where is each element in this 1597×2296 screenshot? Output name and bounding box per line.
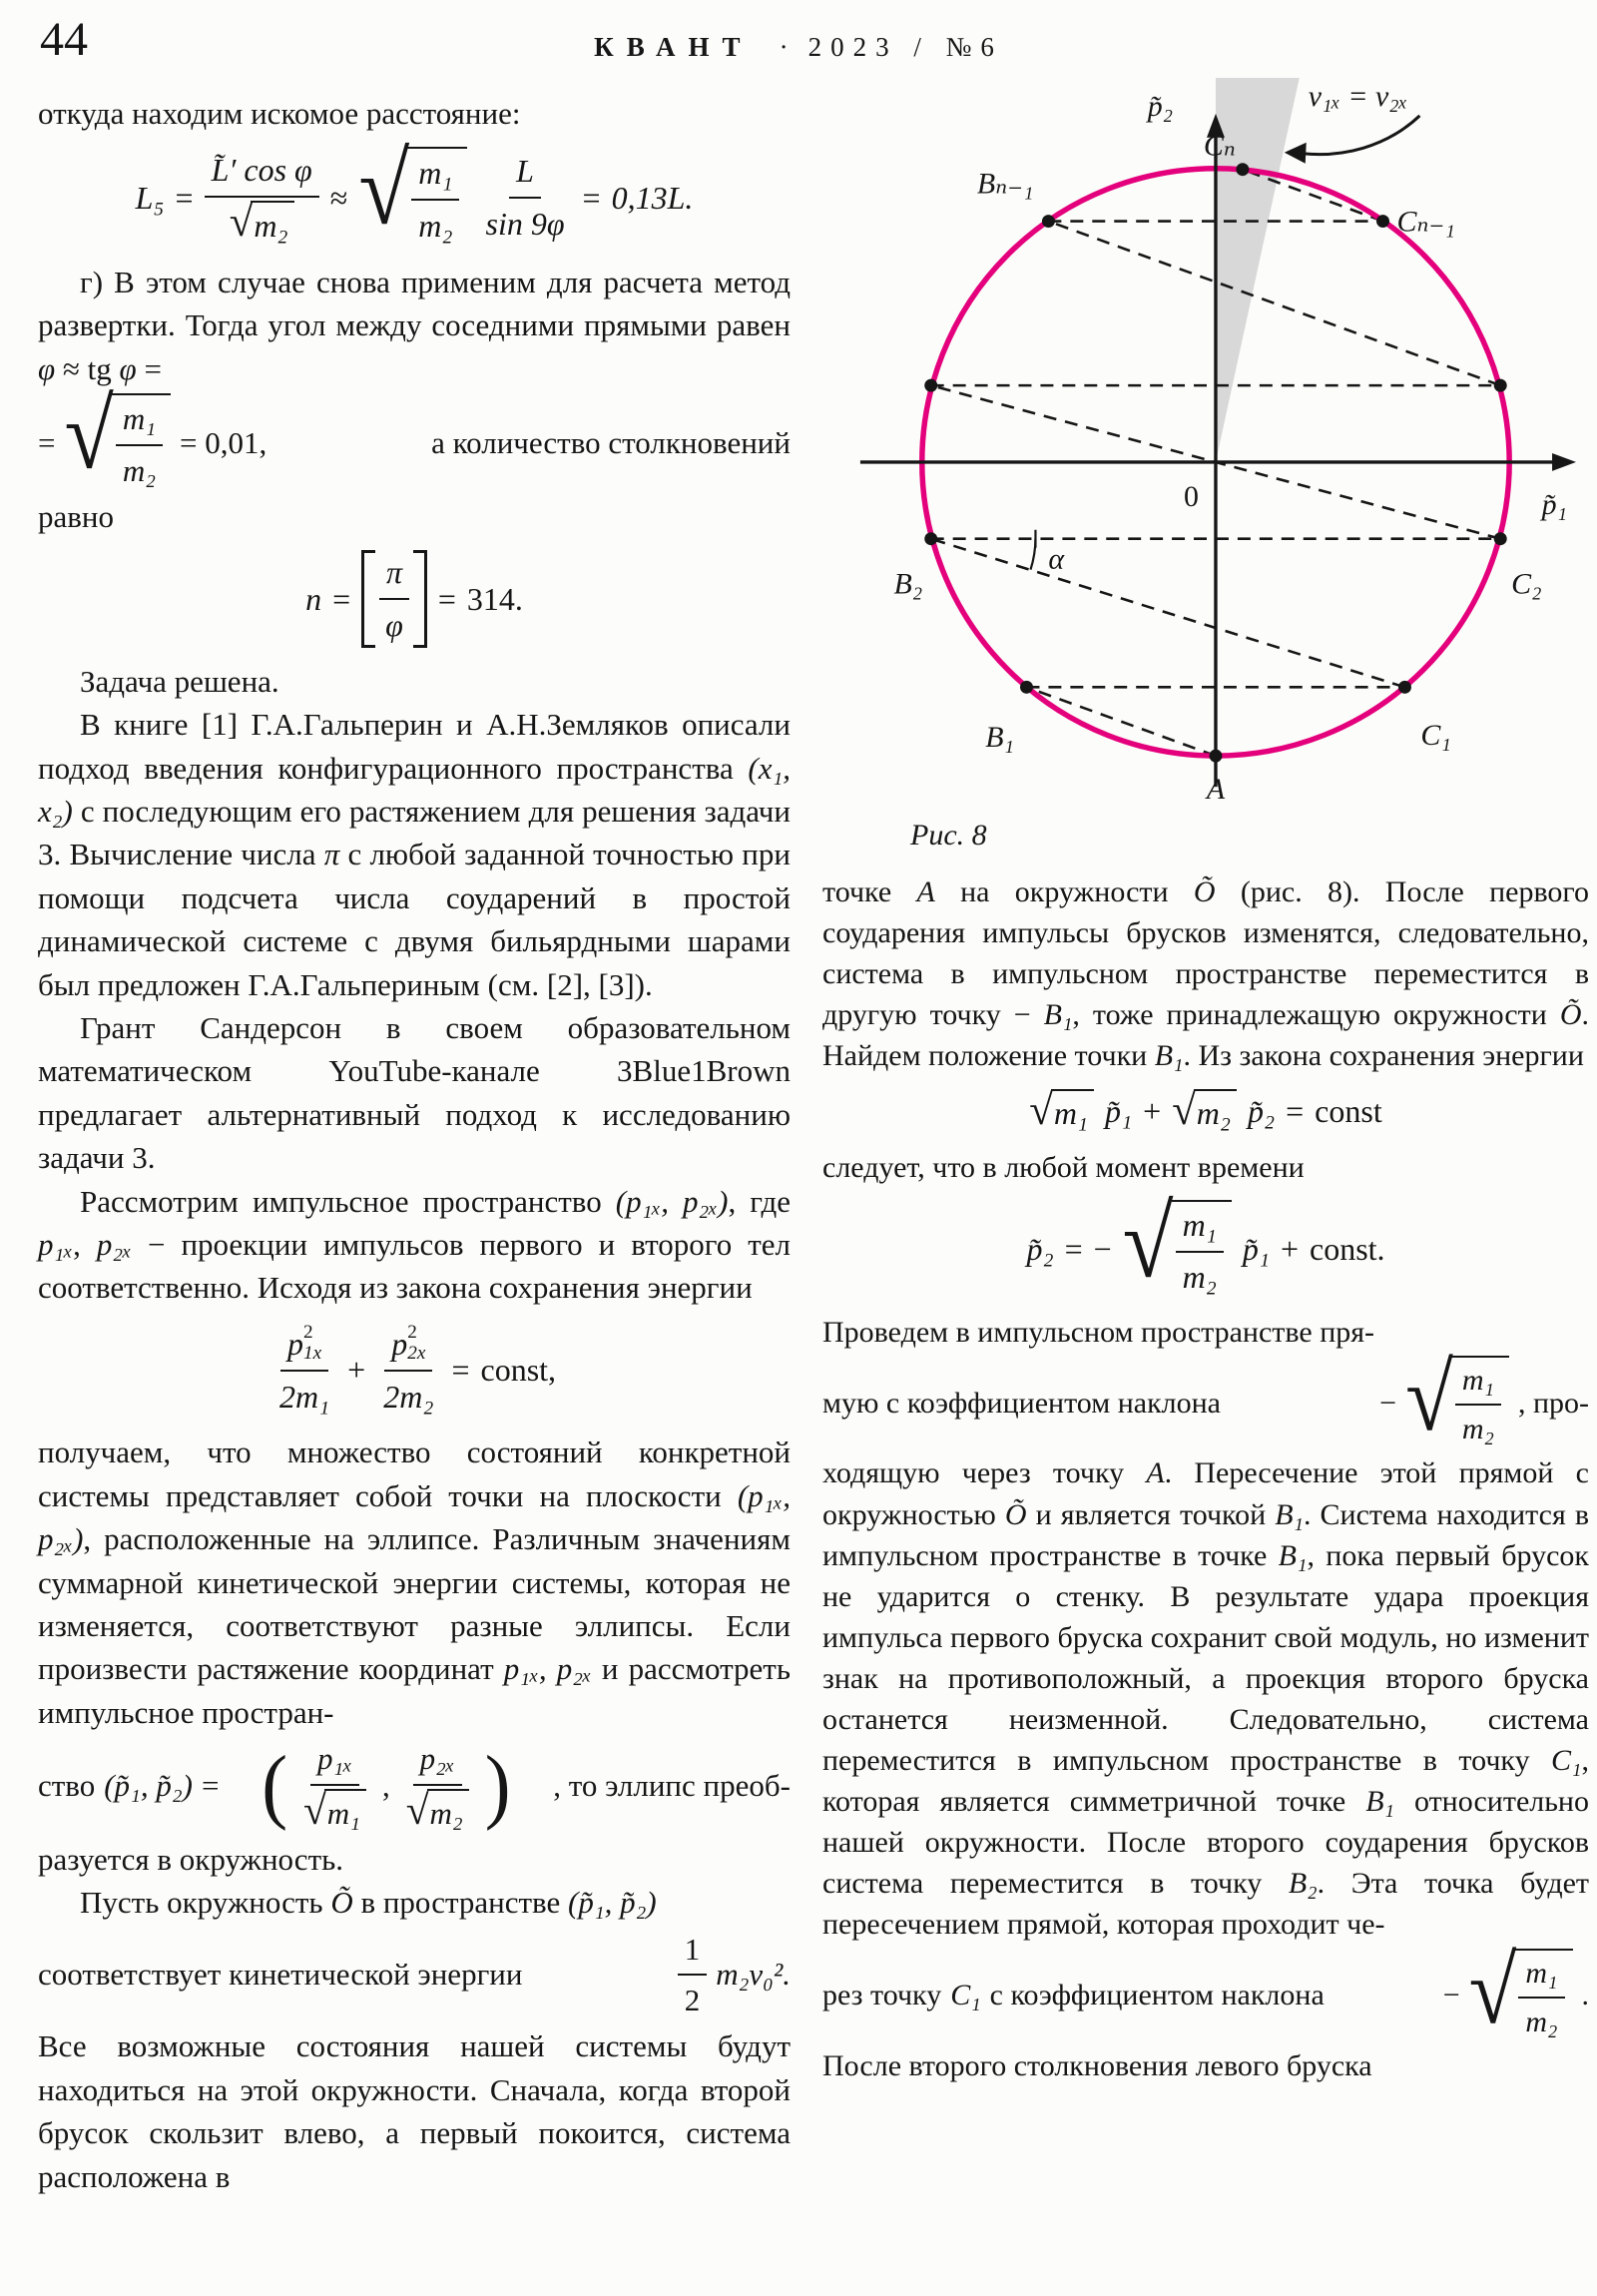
math-token: 2m₂ [383,1378,434,1415]
label-p2-axis: p̃₂ [1147,89,1174,123]
formula-p2-line [822,1186,1589,1301]
text-run: а количество столкновений [431,424,791,460]
fraction [376,1322,440,1420]
text-segment: Пусть окружность [80,1885,331,1921]
math-token: m₁ [324,1789,366,1835]
text-segment: . Система находится в импульсном пространстве в точке [822,1497,1589,1572]
math-token: 2 [684,1983,701,2018]
math-token: 0,13L. [611,179,694,216]
radical [405,1786,469,1835]
page-number: 44 [40,13,88,66]
text-segment: (p₁ₓ, p₂ₓ) [615,1183,729,1219]
paragraph-3blue1brown [38,1006,791,1180]
text-segment: B₁ [1043,998,1073,1032]
text-run: с коэффициентом наклона [989,1979,1325,2012]
label-origin: 0 [1184,479,1200,513]
text-segment: Задача решена. [80,663,279,699]
paragraph-through-A [822,1452,1589,1945]
sqrt-sign: √ [1029,1086,1053,1134]
math-token: const, [480,1352,557,1389]
paragraph-momentum-space [38,1180,791,1310]
math-token: π [379,550,409,600]
text-run: , то эллипс преоб- [553,1768,791,1804]
text-run: рез точку [822,1979,942,2012]
text-segment: , [73,1227,97,1262]
radical [1172,1086,1237,1136]
big-paren-right: ) [484,1738,511,1832]
segment-C3-Bn1 [1048,222,1500,386]
math-line-slope-1 [822,1344,1589,1450]
text-segment: точке [822,875,917,909]
math-token: − [1093,1231,1112,1268]
math-token: p̃₁ [1242,1231,1270,1268]
formula-momentum-const [822,1086,1589,1136]
point-Bn-1 [1042,215,1055,228]
label-Cn: Cₙ [1203,129,1236,163]
label-Bn-1: Bₙ₋₁ [976,167,1034,201]
radical [1405,1344,1509,1450]
math-token: p̃₂ [1247,1093,1276,1130]
text-segment: p₁ₓ [38,1227,74,1262]
text-segment: ≈ tg [55,350,120,386]
sup-sub [303,1322,321,1365]
math-token: m₁ [411,151,459,201]
figure-caption: Рис. 8 [910,819,987,852]
text-segment: p₁ₓ, p₂ₓ [503,1651,592,1687]
text-segment: = [136,350,162,386]
text-segment: C₁ [1551,1744,1582,1778]
text-segment: и является точкой [1026,1497,1276,1531]
text-segment: Õ [1193,875,1216,909]
sup-sub [407,1322,425,1365]
math-line-kinetic [38,1928,791,2022]
math-token: + [1143,1093,1162,1130]
math-token: − [1379,1386,1397,1420]
text-run: мую с коэффициентом наклона [822,1386,1221,1420]
math-token: const. [1310,1231,1385,1268]
text-segment: , где [728,1183,791,1219]
fraction [1455,1360,1501,1449]
text-run: ство [38,1768,96,1804]
momentum-space-diagram [822,64,1589,811]
fraction [1176,1204,1224,1300]
label-B1: B₁ [985,721,1014,755]
text-segment: Õ [1559,998,1582,1032]
paragraph-follows [822,1147,1589,1188]
paragraph-ravno [38,495,791,538]
math-token: 1 [678,1928,708,1976]
math-line-slope-2 [822,1936,1589,2043]
label-C1: C₁ [1420,719,1451,753]
radical [358,133,467,249]
text-segment: После второго столкновения левого бруска [822,2048,1372,2082]
text-segment: B₂ [1288,1867,1318,1901]
header-separator: · [779,32,789,62]
label-alpha: α [1048,542,1065,576]
math-token: const [1315,1093,1382,1130]
sqrt-sign: √ [1405,1344,1453,1450]
math-token: 314. [466,580,523,617]
text-segment: . Найдем положение точки [822,998,1590,1073]
text-segment: , тоже принадлежащую окружности [1072,998,1560,1032]
math-token: , [381,1768,390,1804]
text-segment: − проекции импульсов первого и второго тел соответственно. Исходя из закона сохранения энергии [38,1227,792,1306]
text-segment: разуется в окружность. [38,1841,344,1877]
math-token: m₂ [251,201,293,249]
point-Cn [1236,163,1249,176]
math-token: = 0,01, [180,424,267,460]
text-segment: с последующим его растяжением для решения задачи 3. Вычисление числа [38,794,791,872]
math-token: m₁ [1455,1360,1501,1406]
paragraph-circle [38,1838,791,1881]
fraction [272,1322,336,1420]
fraction [411,151,459,249]
radical [1468,1936,1573,2043]
math-token: L₅ [135,179,165,216]
segment-A-B1 [1026,687,1215,756]
journal-issue: 2023 / №6 [807,32,1003,62]
text-segment: . Из закона сохранения энергии [1183,1039,1584,1073]
math-token: − [1442,1979,1460,2012]
radical [229,198,294,249]
math-token: m₂ [1194,1089,1237,1136]
math-token: p̃₂ [1026,1231,1054,1268]
text-segment: , расположенные на эллипсе. Различным значениям суммарной кинетической энергии системы, которая не изменяется, соответствуют разные эллипсы. Если произвести растяжение координат [38,1521,791,1687]
text-segment: A [916,875,935,909]
math-token: m₁ [1518,1953,1564,1999]
paragraph-after-second [822,2045,1589,2086]
point-B1 [1020,681,1033,694]
label-C2: C₂ [1511,567,1542,601]
math-token: . [1581,1979,1589,2012]
math-token: 2 [407,1321,417,1343]
text-segment: в пространстве [352,1885,569,1921]
sqrt-sign: √ [303,1786,326,1833]
text-segment: , пока первый брусок не ударится о стенку. В результате удара проекция импульса первого бруска сохранит свой модуль, но изменит знак на противоположный, а проекция второго бруска останется неизменной. Следовательно, система переместится в импульсном пространстве в точку [822,1538,1589,1778]
text-segment: π [323,837,340,872]
left-column [38,92,791,2198]
text-segment: B₁ [1365,1785,1394,1819]
bracketed-fraction [361,550,427,648]
text-segment: с любой заданной точностью при помощи подсчета числа соударений в простой динамической системе с двумя бильярдными шарами был предложен Г.А.Гальпериным (см. [2], [3]). [38,837,791,1002]
sqrt-sign: √ [1172,1086,1196,1134]
text-segment: Õ [1004,1497,1027,1531]
fraction [678,1928,708,2022]
text-segment: ходящую через точку [822,1456,1147,1490]
math-token: p̃₁ [1105,1093,1133,1130]
math-token: m₂ [1461,1413,1494,1446]
math-token: = [38,424,56,460]
v-line-arrow [1303,116,1420,155]
text-segment: Проведем в импульсном пространстве пря- [822,1316,1375,1350]
text-segment: равно [38,498,114,534]
fraction [116,397,163,492]
math-token: m₂ [1525,2005,1558,2038]
math-token: = [437,580,456,617]
text-segment: . Пересечение этой прямой с окружностью [822,1456,1589,1531]
right-column [822,64,1589,2086]
text-segment: (p₁ₓ, p₂ₓ) [38,1477,791,1557]
paragraph-solved [38,660,791,703]
math-token: 1x [302,1343,322,1365]
fraction [296,1737,373,1835]
paragraph-intro [38,92,791,135]
math-token: m₂ [427,1789,469,1835]
paragraph-point-A [822,871,1589,1076]
point-C1 [1398,681,1411,694]
sqrt-sign: √ [1122,1186,1174,1301]
text-segment: получаем, что множество состояний конкретной системы представляет собой точки на плоскости [38,1435,791,1513]
math-token: 2m₁ [278,1378,330,1415]
label-v-line: v₁ₓ = v₂ₓ [1308,79,1408,113]
fraction [1518,1953,1564,2042]
text-run: , про- [1517,1386,1589,1420]
formula-n-314 [38,550,791,648]
math-line-space-transform [38,1737,791,1835]
text-segment: φ [119,350,137,386]
math-token: + [1280,1231,1299,1268]
right-bracket [413,550,427,648]
math-token: + [347,1352,366,1389]
math-token: = [1286,1093,1305,1130]
figure-8 [822,64,1589,811]
text-segment: , которая является симметричной точке [822,1744,1589,1819]
math-token: (p̃₁, p̃₂) [104,1768,193,1804]
formula-L5 [38,133,791,249]
math-token: m₁ [1176,1204,1224,1253]
alpha-arc [1030,539,1035,570]
point-C3 [1494,379,1507,392]
fraction [205,148,319,249]
math-token: m₁ [1051,1089,1094,1136]
text-segment: B₁ [1154,1039,1184,1073]
label-A: A [1206,773,1226,807]
text-segment: Õ [330,1885,353,1921]
text-segment: Все возможные состояния нашей системы будут находиться на этой окружности. Сначала, когда второй брусок скользит влево, а первый покоится, система расположена в [38,2028,791,2194]
big-paren-left: ( [262,1738,287,1832]
paragraph-draw-line [822,1312,1589,1353]
text-segment: относительно нашей окружности. После второго соударения брусков система переместится в точку [822,1785,1589,1901]
point-C2 [1494,532,1507,545]
math-token: C₁ [950,1979,981,2012]
fraction [399,1737,476,1835]
paragraph-all-states [38,2024,791,2198]
point-B3 [924,379,937,392]
math-token: ≈ [329,179,348,216]
math-token: = [582,179,601,216]
math-token: p₁ₓ [310,1737,359,1785]
text-segment: следует, что в любой момент времени [822,1151,1305,1185]
left-bracket [361,550,375,648]
text-segment: (x₁, x₂) [38,750,791,830]
paragraph-case-g [38,261,791,390]
x-axis-arrow-icon [1552,453,1576,471]
math-token: = [451,1352,470,1389]
sqrt-sign: √ [405,1786,429,1833]
v-line-arrowhead-icon [1285,143,1307,164]
math-token: φ [385,607,403,644]
radical [1029,1086,1094,1136]
paragraph-book [38,703,791,1006]
point-B2 [924,532,937,545]
math-token: = [201,1768,220,1804]
math-token: 2 [302,1321,313,1343]
text-segment: Грант Сандерсон в своем образовательном математическом YouTube-канале 3Blue1Brown предлагает альтернативный подход к исследованию задачи 3. [38,1010,791,1176]
math-token: p₂ₓ [413,1737,462,1785]
math-token: m₂ [122,452,156,488]
math-token: 2x [407,1343,426,1365]
math-token: n [305,580,322,617]
math-token: p [286,1325,303,1362]
sqrt-sign: √ [1468,1936,1517,2043]
math-token: m₂ [418,208,453,245]
text-segment: В книге [1] Г.А.Гальперин и А.Н.Земляков описали подход введения конфигурационного пространства [38,707,791,786]
fraction [478,149,571,247]
paragraph-ellipse [38,1431,791,1734]
sqrt-sign: √ [358,133,410,248]
math-token: = [1064,1231,1083,1268]
math-token: m₂v₀². [716,1957,791,1993]
point-A [1209,750,1222,763]
math-token: = [175,179,194,216]
text-segment: B₁ [1278,1538,1308,1572]
text-segment: (рис. 8). После первого соударения импульсы брусков изменятся, следовательно, система в импульсном пространстве переместится в другую точку − [822,875,1589,1032]
text-segment: Рассмотрим импульсное пространство [80,1183,616,1219]
math-token: sin 9φ [485,206,565,243]
sqrt-sign: √ [64,380,114,490]
point-Cn-1 [1376,215,1389,228]
text-segment: г) В этом случае снова применим для расчета метод развертки. Тогда угол между соседними прямыми равен [38,264,791,343]
math-token: m₂ [1182,1259,1217,1296]
paragraph-let-circle [38,1881,791,1924]
text-segment: p₂ₓ [96,1227,132,1262]
journal-title: КВАНТ [594,32,754,62]
journal-header [0,32,1597,63]
label-B2: B₂ [893,567,923,601]
text-segment: (p̃₁, p̃₂) [568,1885,657,1921]
label-Cn-1: Cₙ₋₁ [1396,205,1455,239]
text-segment: на окружности [934,875,1194,909]
text-segment: и рассмотреть импульсное простран- [38,1651,791,1730]
text-segment: A [1146,1456,1165,1490]
math-token: = [332,580,351,617]
math-token: L̃′ cos φ [205,148,319,198]
math-token: p [391,1325,408,1362]
text-segment: B₁ [1275,1497,1304,1531]
radical [1122,1186,1232,1301]
formula-energy [38,1322,791,1420]
label-p1-axis: p̃₁ [1541,487,1568,521]
math-line-phi [38,380,791,492]
radical [303,1786,366,1835]
sqrt-sign: √ [229,198,254,246]
radical [64,380,171,492]
text-segment: откуда находим искомое расстояние: [38,96,521,131]
text-run: соответствует кинетической энергии [38,1957,523,1993]
text-segment: . Эта точка будет пересечением прямой, которая проходит че- [822,1867,1590,1942]
fraction [378,550,410,648]
math-token: L [509,149,541,199]
text-segment: φ [38,350,56,386]
math-token: m₁ [116,397,163,445]
